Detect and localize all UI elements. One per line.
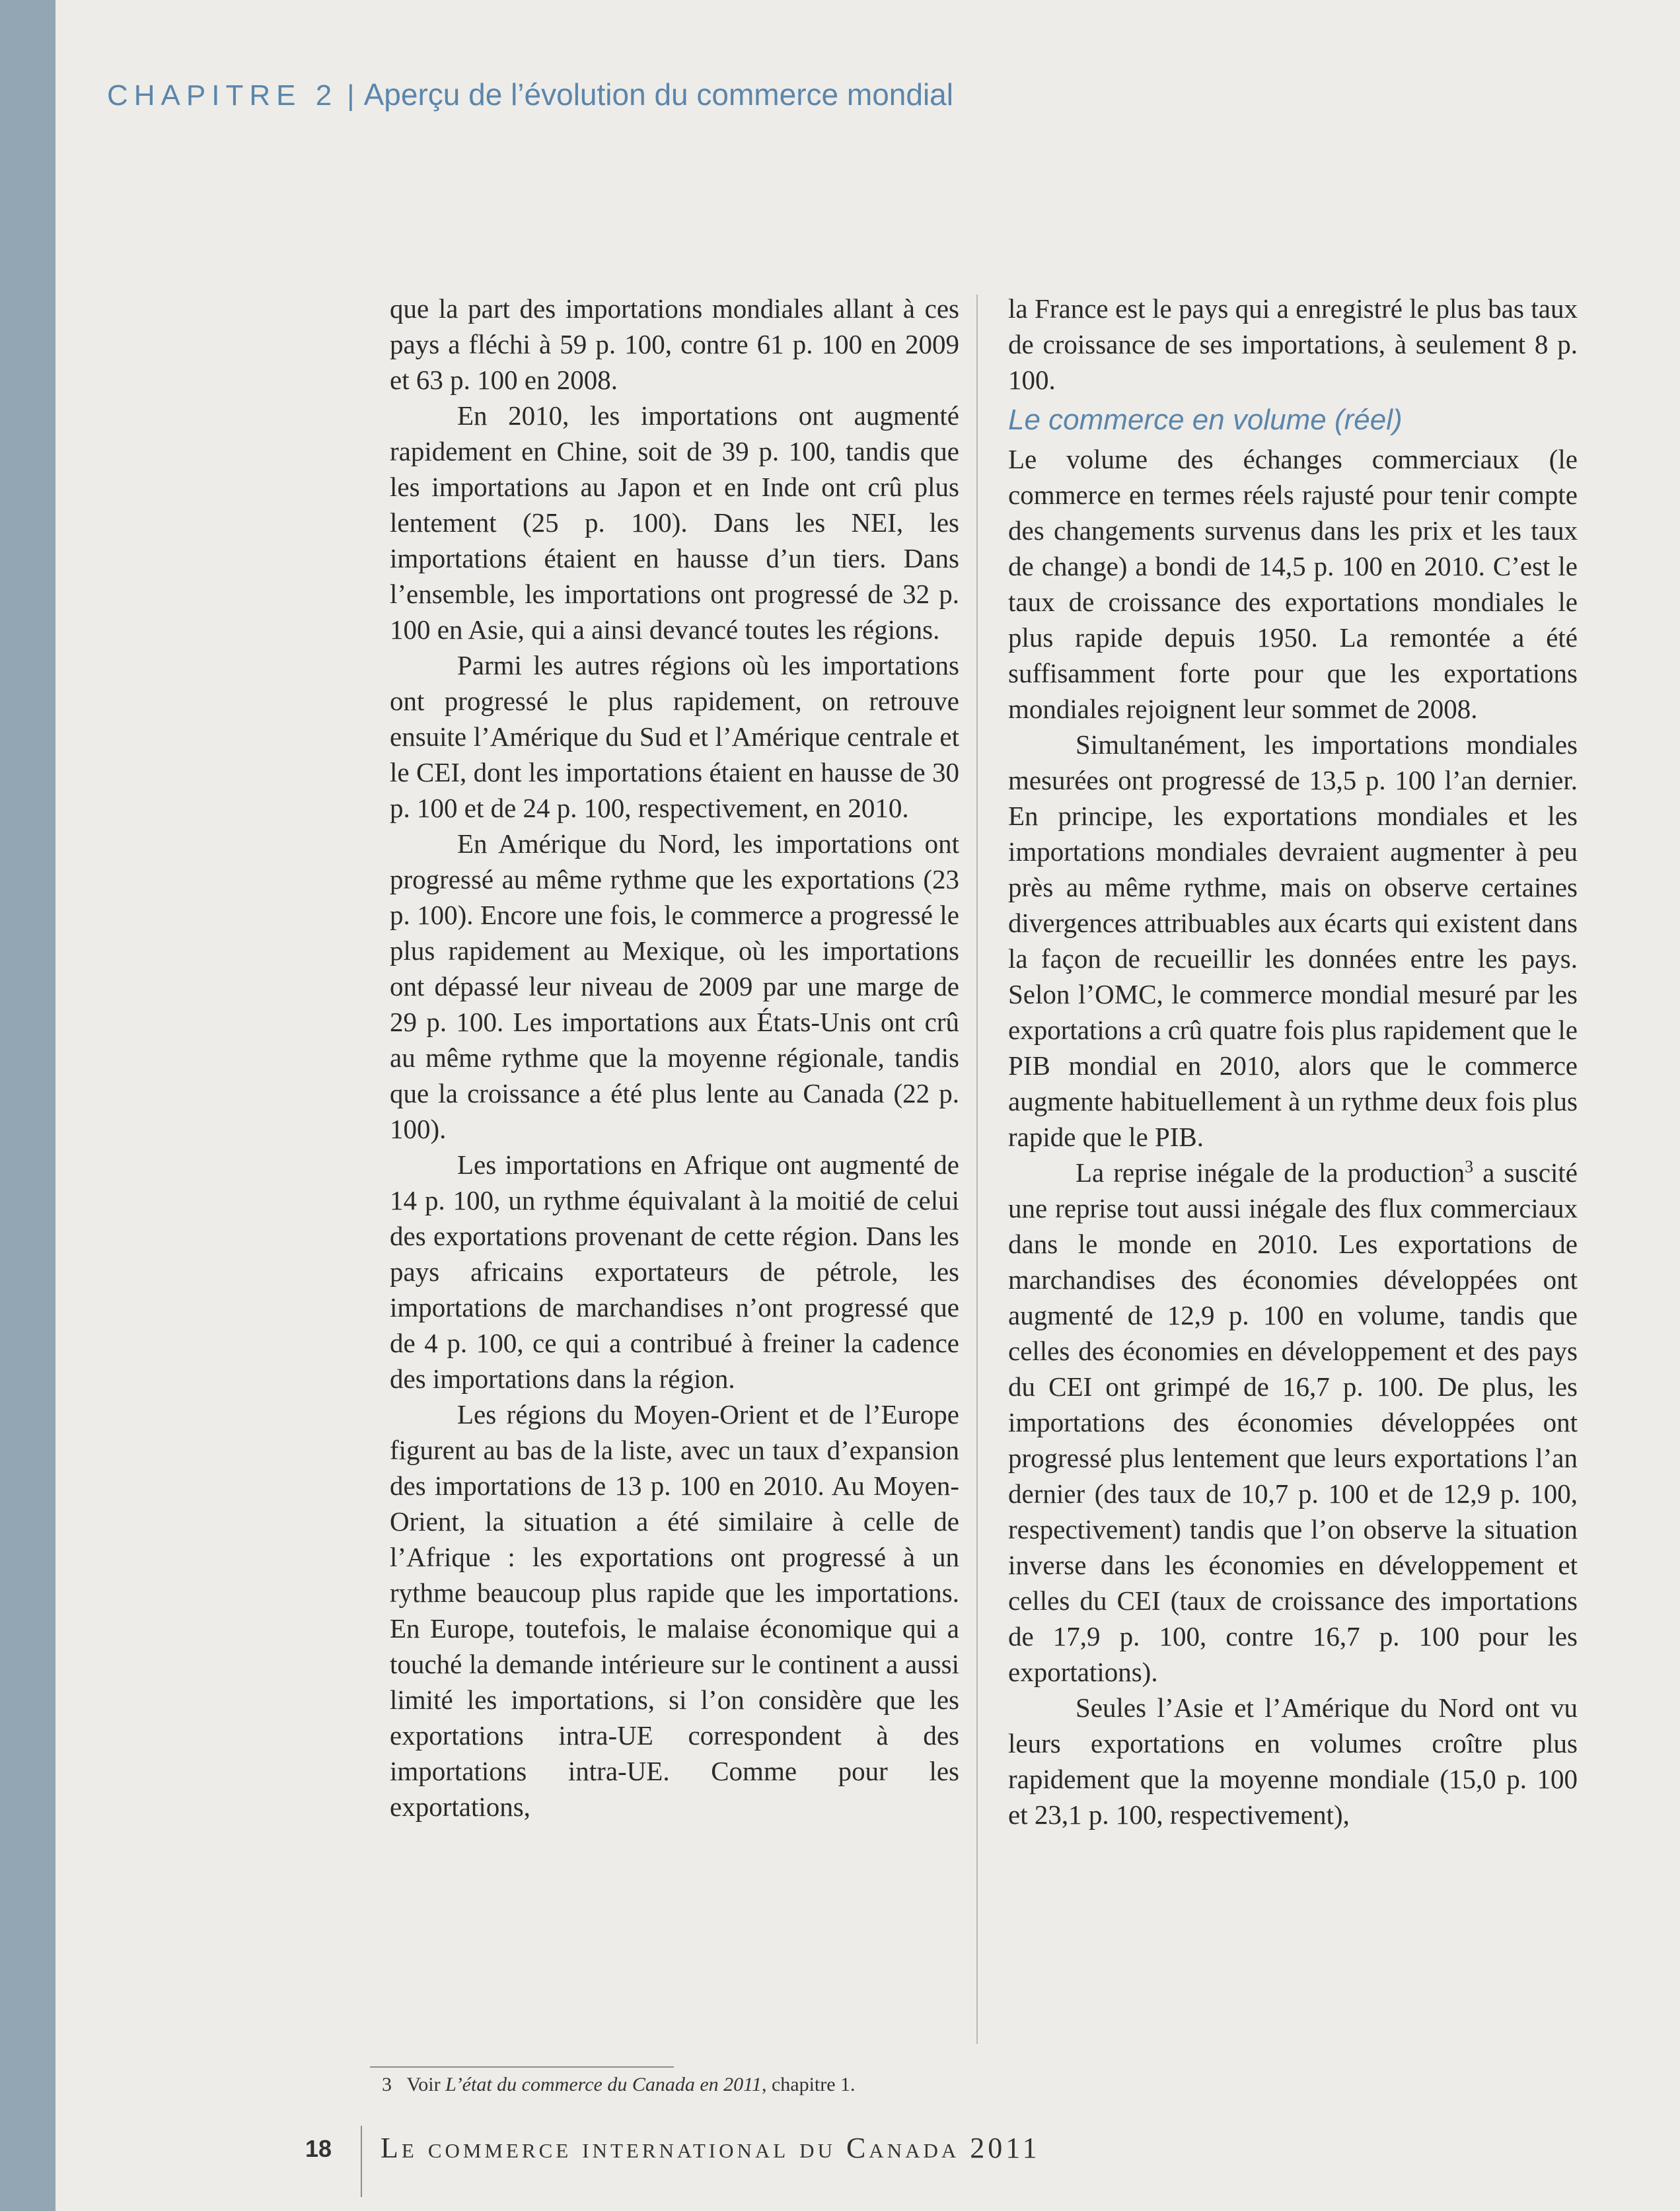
column-divider: [976, 295, 978, 2044]
left-column: [390, 291, 959, 1825]
chapter-header: [107, 77, 953, 112]
footnote-reference[interactable]: 3: [1465, 1157, 1474, 1177]
footnote-suffix: , chapitre 1.: [761, 2074, 856, 2095]
footnote-number: 3: [382, 2074, 392, 2095]
right-column: [1008, 291, 1578, 1832]
paragraph: [1008, 1155, 1578, 1690]
chapter-title: Aperçu de l’évolution du commerce mondial: [363, 77, 953, 112]
paragraph-text: La reprise inégale de la production: [1076, 1157, 1465, 1188]
paragraph: En Amérique du Nord, les importations ont progressé au même rythme que les exportations (23 p. 100). Encore une fois, le commerce a progressé le plus rapidement au Mexique, où les importations ont dépassé leur niveau de 2009 par une marge de 29 p. 100. Les importations aux États-Unis ont crû au même rythme que la moyenne régionale, tandis que la croissance a été plus lente au Canada (22 p. 100).: [390, 828, 959, 1144]
paragraph: Les régions du Moyen-Orient et de l’Europe figurent au bas de la liste, avec un taux d’expansion des importations de 13 p. 100 en 2010. Au Moyen-Orient, la situation a été similaire à celle de l’Afrique : les exportations ont progressé à un rythme beaucoup plus rapide que les importations. En Europe, toutefois, le malaise économique qui a touché la demande intérieure sur le continent a aussi limité les importations, si l’on considère que les exportations intra-UE correspondent à des importations intra-UE. Comme pour les exportations,: [390, 1399, 959, 1822]
paragraph: que la part des importations mondiales allant à ces pays a fléchi à 59 p. 100, contre 61 p. 100 en 2009 et 63 p. 100 en 2008.: [390, 293, 959, 395]
chapter-label: CHAPITRE 2: [107, 79, 338, 112]
page-edge: [0, 0, 55, 2211]
running-title: Le commerce international du Canada 2011: [381, 2132, 1041, 2164]
paragraph: Parmi les autres régions où les importations ont progressé le plus rapidement, on retrouve ensuite l’Amérique du Sud et l’Amérique centrale et le CEI, dont les importations étaient en hausse de 30 p. 100 et de 24 p. 100, respectivement, en 2010.: [390, 650, 959, 823]
footnote-rule: [370, 2066, 674, 2068]
paragraph: Seules l’Asie et l’Amérique du Nord ont vu leurs exportations en volumes croître plus rapidement que la moyenne mondiale (15,0 p. 100 et 23,1 p. 100, respectivement),: [1008, 1692, 1578, 1830]
paragraph-text: a suscité une reprise tout aussi inégale des flux commerciaux dans le monde en 2010. Les exportations de marchandises des économies développées ont augmenté de 12,9 p. 100 en volume, tandis que celles des économies en développement et des pays du CEI ont grimpé de 16,7 p. 100. De plus, les importations des économies développées ont progressé plus lentement que leurs exportations l’an dernier (des taux de 10,7 p. 100 et de 12,9 p. 100, respectivement) tandis que l’on observe la situation inverse dans les économies en développement et celles du CEI (taux de croissance des importations de 17,9 p. 100, contre 16,7 p. 100 pour les exportations).: [1008, 1157, 1578, 1687]
header-separator: |: [347, 79, 355, 112]
paragraph: Les importations en Afrique ont augmenté de 14 p. 100, un rythme équivalant à la moitié de celui des exportations provenant de cette région. Dans les pays africains exportateurs de pétrole, les importations de marchandises n’ont progressé que de 4 p. 100, ce qui a contribué à freiner la cadence des importations dans la région.: [390, 1149, 959, 1394]
footnote: [382, 2072, 856, 2098]
paragraph: Le volume des échanges commerciaux (le commerce en termes réels rajusté pour tenir compte des changements survenus dans les prix et les taux de change) a bondi de 14,5 p. 100 en 2010. C’est le taux de croissance des exportations mondiales le plus rapide depuis 1950. La remontée a été suffisamment forte pour que les exportations mondiales rejoignent leur sommet de 2008.: [1008, 444, 1578, 724]
paragraph: la France est le pays qui a enregistré le plus bas taux de croissance de ses importations, à seulement 8 p. 100.: [1008, 293, 1578, 395]
paragraph: En 2010, les importations ont augmenté rapidement en Chine, soit de 39 p. 100, tandis que les importations au Japon et en Inde ont crû plus lentement (25 p. 100). Dans les NEI, les importations étaient en hausse d’un tiers. Dans l’ensemble, les importations ont progressé de 32 p. 100 en Asie, qui a ainsi devancé toutes les régions.: [390, 400, 959, 645]
paragraph: Simultanément, les importations mondiales mesurées ont progressé de 13,5 p. 100 l’an dernier. En principe, les exportations mondiales et les importations mondiales devraient augmenter à peu près au même rythme, mais on observe certaines divergences attribuables aux écarts qui existent dans la façon de recueillir les données entre les pays. Selon l’OMC, le commerce mondial mesuré par les exportations a crû quatre fois plus rapidement que le PIB mondial en 2010, alors que le commerce augmente habituellement à un rythme deux fois plus rapide que le PIB.: [1008, 729, 1578, 1152]
section-subheading: Le commerce en volume (réel): [1008, 404, 1403, 436]
page-number: 18: [305, 2135, 332, 2162]
footnote-title: L’état du commerce du Canada en 2011: [445, 2074, 762, 2095]
footer-rule: [361, 2126, 362, 2197]
footnote-prefix: Voir: [406, 2074, 446, 2095]
